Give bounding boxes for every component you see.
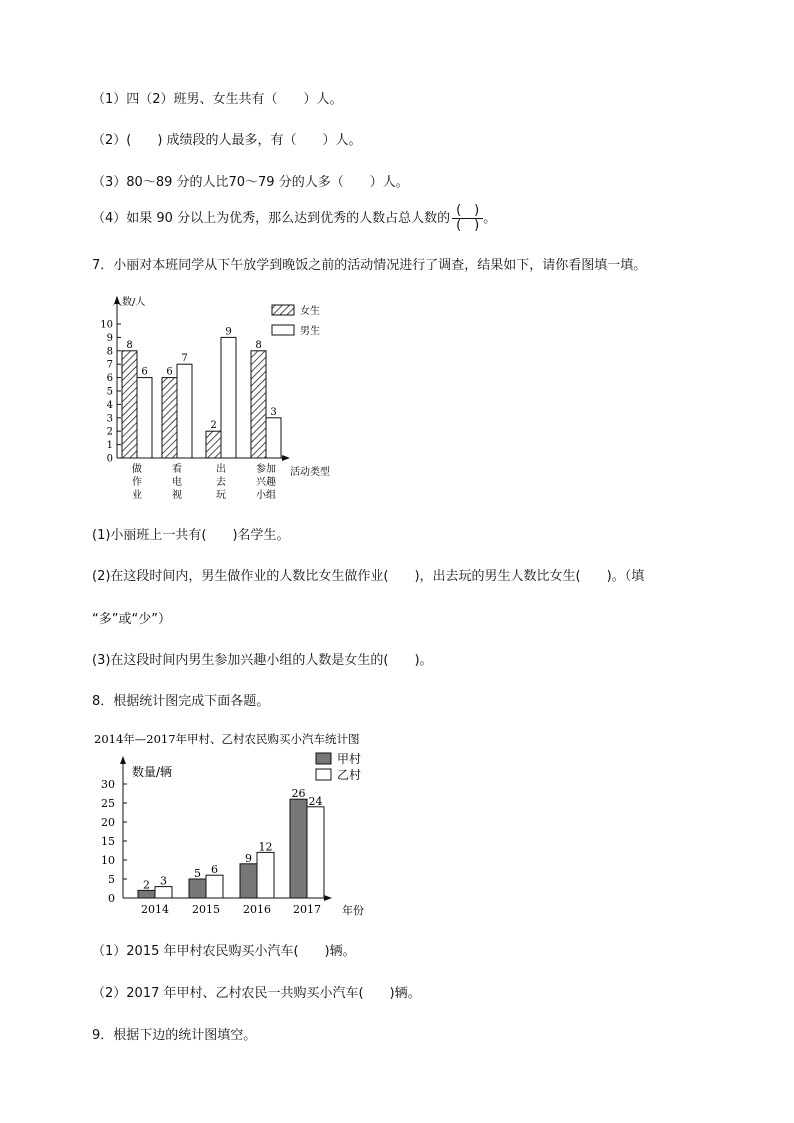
y-tick-label: 5: [106, 386, 113, 398]
bar-甲村: [240, 864, 257, 898]
x-tick-label: 做: [132, 464, 142, 475]
data-label: 26: [291, 787, 306, 801]
legend-swatch-jia: [316, 753, 331, 764]
bar-男生: [177, 364, 192, 458]
y-tick-label: 5: [108, 873, 115, 886]
data-label: 7: [181, 353, 188, 365]
q7-item-3: (3)在这段时间内男生参加兴趣小组的人数是女生的( )。: [92, 653, 433, 668]
x-axis-arrow: [324, 895, 332, 901]
bar-女生: [251, 351, 266, 458]
x-axis-label: 活动类型: [290, 467, 330, 478]
x-tick-label: 2017: [293, 903, 321, 916]
fraction-denominator: ( ): [456, 218, 480, 233]
y-tick-label: 30: [101, 778, 115, 791]
q6-item-1: （1）四（2）班男、女生共有（ ）人。: [92, 92, 343, 107]
bar-女生: [162, 378, 177, 458]
data-label: 3: [160, 874, 167, 888]
data-label: 24: [308, 794, 323, 808]
y-tick-label: 1: [106, 440, 113, 452]
y-tick-label: 2: [106, 426, 113, 438]
x-tick-label: 兴趣: [256, 477, 276, 488]
y-tick-label: 0: [106, 453, 113, 465]
x-tick-label: 作: [132, 477, 142, 488]
y-tick-label: 4: [106, 399, 113, 411]
q8-item-1: （1）2015 年甲村农民购买小汽车( )辆。: [92, 944, 356, 959]
x-axis-arrow: [282, 455, 290, 461]
car-purchase-bar-chart: [90, 728, 380, 920]
x-tick-label: 玩: [216, 490, 226, 501]
data-label: 9: [245, 851, 252, 865]
q7-stem: 7．小丽对本班同学从下午放学到晚饭之前的活动情况进行了调查，结果如下，请你看图填一填。: [92, 258, 647, 273]
data-label: 5: [194, 867, 201, 880]
x-tick-label: 业: [132, 490, 142, 501]
data-label: 8: [255, 339, 262, 351]
y-tick-label: 7: [106, 359, 113, 371]
x-tick-label: 小组: [256, 490, 276, 501]
data-label: 6: [141, 366, 148, 378]
legend-label-jia: 甲村: [337, 752, 362, 766]
y-tick-label: 10: [100, 319, 113, 331]
q6-item-4-text: （4）如果 90 分以上为优秀，那么达到优秀的人数占总人数的: [92, 211, 451, 226]
q6-item-2: （2）( ) 成绩段的人最多，有（ ）人。: [92, 133, 362, 148]
data-label: 12: [258, 840, 273, 854]
x-tick-label: 电: [172, 477, 182, 488]
activity-bar-chart: [90, 292, 350, 507]
x-tick-label: 看: [172, 464, 182, 475]
y-tick-label: 8: [106, 346, 113, 358]
legend-label-boys: 男生: [300, 326, 320, 337]
bar-乙村: [155, 887, 172, 898]
bar-乙村: [257, 852, 274, 898]
bar-女生: [206, 431, 221, 458]
y-axis-label: 人数/人: [112, 297, 146, 308]
data-label: 8: [126, 339, 133, 351]
bar-男生: [266, 418, 281, 458]
answer-fraction: [452, 204, 483, 233]
y-tick-label: 6: [106, 373, 113, 385]
data-label: 6: [166, 366, 173, 378]
q6-item-4: [92, 204, 496, 233]
bar-甲村: [189, 879, 206, 898]
legend-swatch-girls: [272, 305, 294, 315]
legend-swatch-yi: [316, 769, 331, 780]
fraction-numerator: ( ): [452, 204, 483, 219]
bar-乙村: [206, 875, 223, 898]
y-tick-label: 3: [106, 413, 113, 425]
x-tick-label: 视: [172, 490, 182, 501]
data-label: 2: [210, 420, 217, 432]
data-label: 9: [225, 326, 232, 338]
y-tick-label: 20: [101, 816, 115, 829]
data-label: 2: [143, 878, 150, 892]
x-tick-label: 2014: [141, 903, 169, 916]
q7-item-2-cont: “多”或“少”）: [92, 612, 171, 627]
q8-item-2: （2）2017 年甲村、乙村农民一共购买小汽车( )辆。: [92, 986, 421, 1001]
x-axis-label: 年份: [342, 904, 364, 917]
legend-label-yi: 乙村: [337, 768, 362, 782]
bar-甲村: [290, 799, 307, 898]
x-tick-label: 2016: [243, 903, 271, 916]
y-tick-label: 9: [106, 332, 113, 344]
q7-item-1: (1)小丽班上一共有( )名学生。: [92, 528, 290, 543]
legend-label-girls: 女生: [300, 306, 320, 317]
y-axis-label: 数量/辆: [132, 765, 173, 779]
bar-甲村: [138, 890, 155, 898]
x-tick-label: 2015: [192, 903, 220, 916]
bar-乙村: [307, 807, 324, 898]
bar-男生: [221, 337, 236, 458]
y-axis-arrow: [120, 756, 126, 764]
y-tick-label: 25: [101, 797, 115, 810]
data-label: 3: [270, 406, 277, 418]
q9-stem: 9．根据下边的统计图填空。: [92, 1028, 257, 1043]
data-label: 6: [211, 863, 218, 877]
q7-item-2: (2)在这段时间内，男生做作业的人数比女生做作业( )，出去玩的男生人数比女生( )。（填: [92, 569, 645, 584]
fraction-tail: 。: [483, 211, 497, 226]
bar-男生: [137, 378, 152, 458]
x-tick-label: 去: [216, 477, 226, 488]
y-tick-label: 10: [101, 854, 115, 867]
y-tick-label: 0: [108, 892, 115, 905]
legend-swatch-boys: [272, 325, 294, 335]
x-tick-label: 参加: [256, 464, 276, 475]
q8-stem: 8．根据统计图完成下面各题。: [92, 694, 270, 709]
x-tick-label: 出: [216, 464, 226, 475]
y-tick-label: 15: [101, 835, 115, 848]
bar-女生: [122, 351, 137, 458]
chart-title: 2014年—2017年甲村、乙村农民购买小汽车统计图: [94, 732, 360, 746]
q6-item-3: （3）80～89 分的人比70～79 分的人多（ ）人。: [92, 175, 409, 190]
